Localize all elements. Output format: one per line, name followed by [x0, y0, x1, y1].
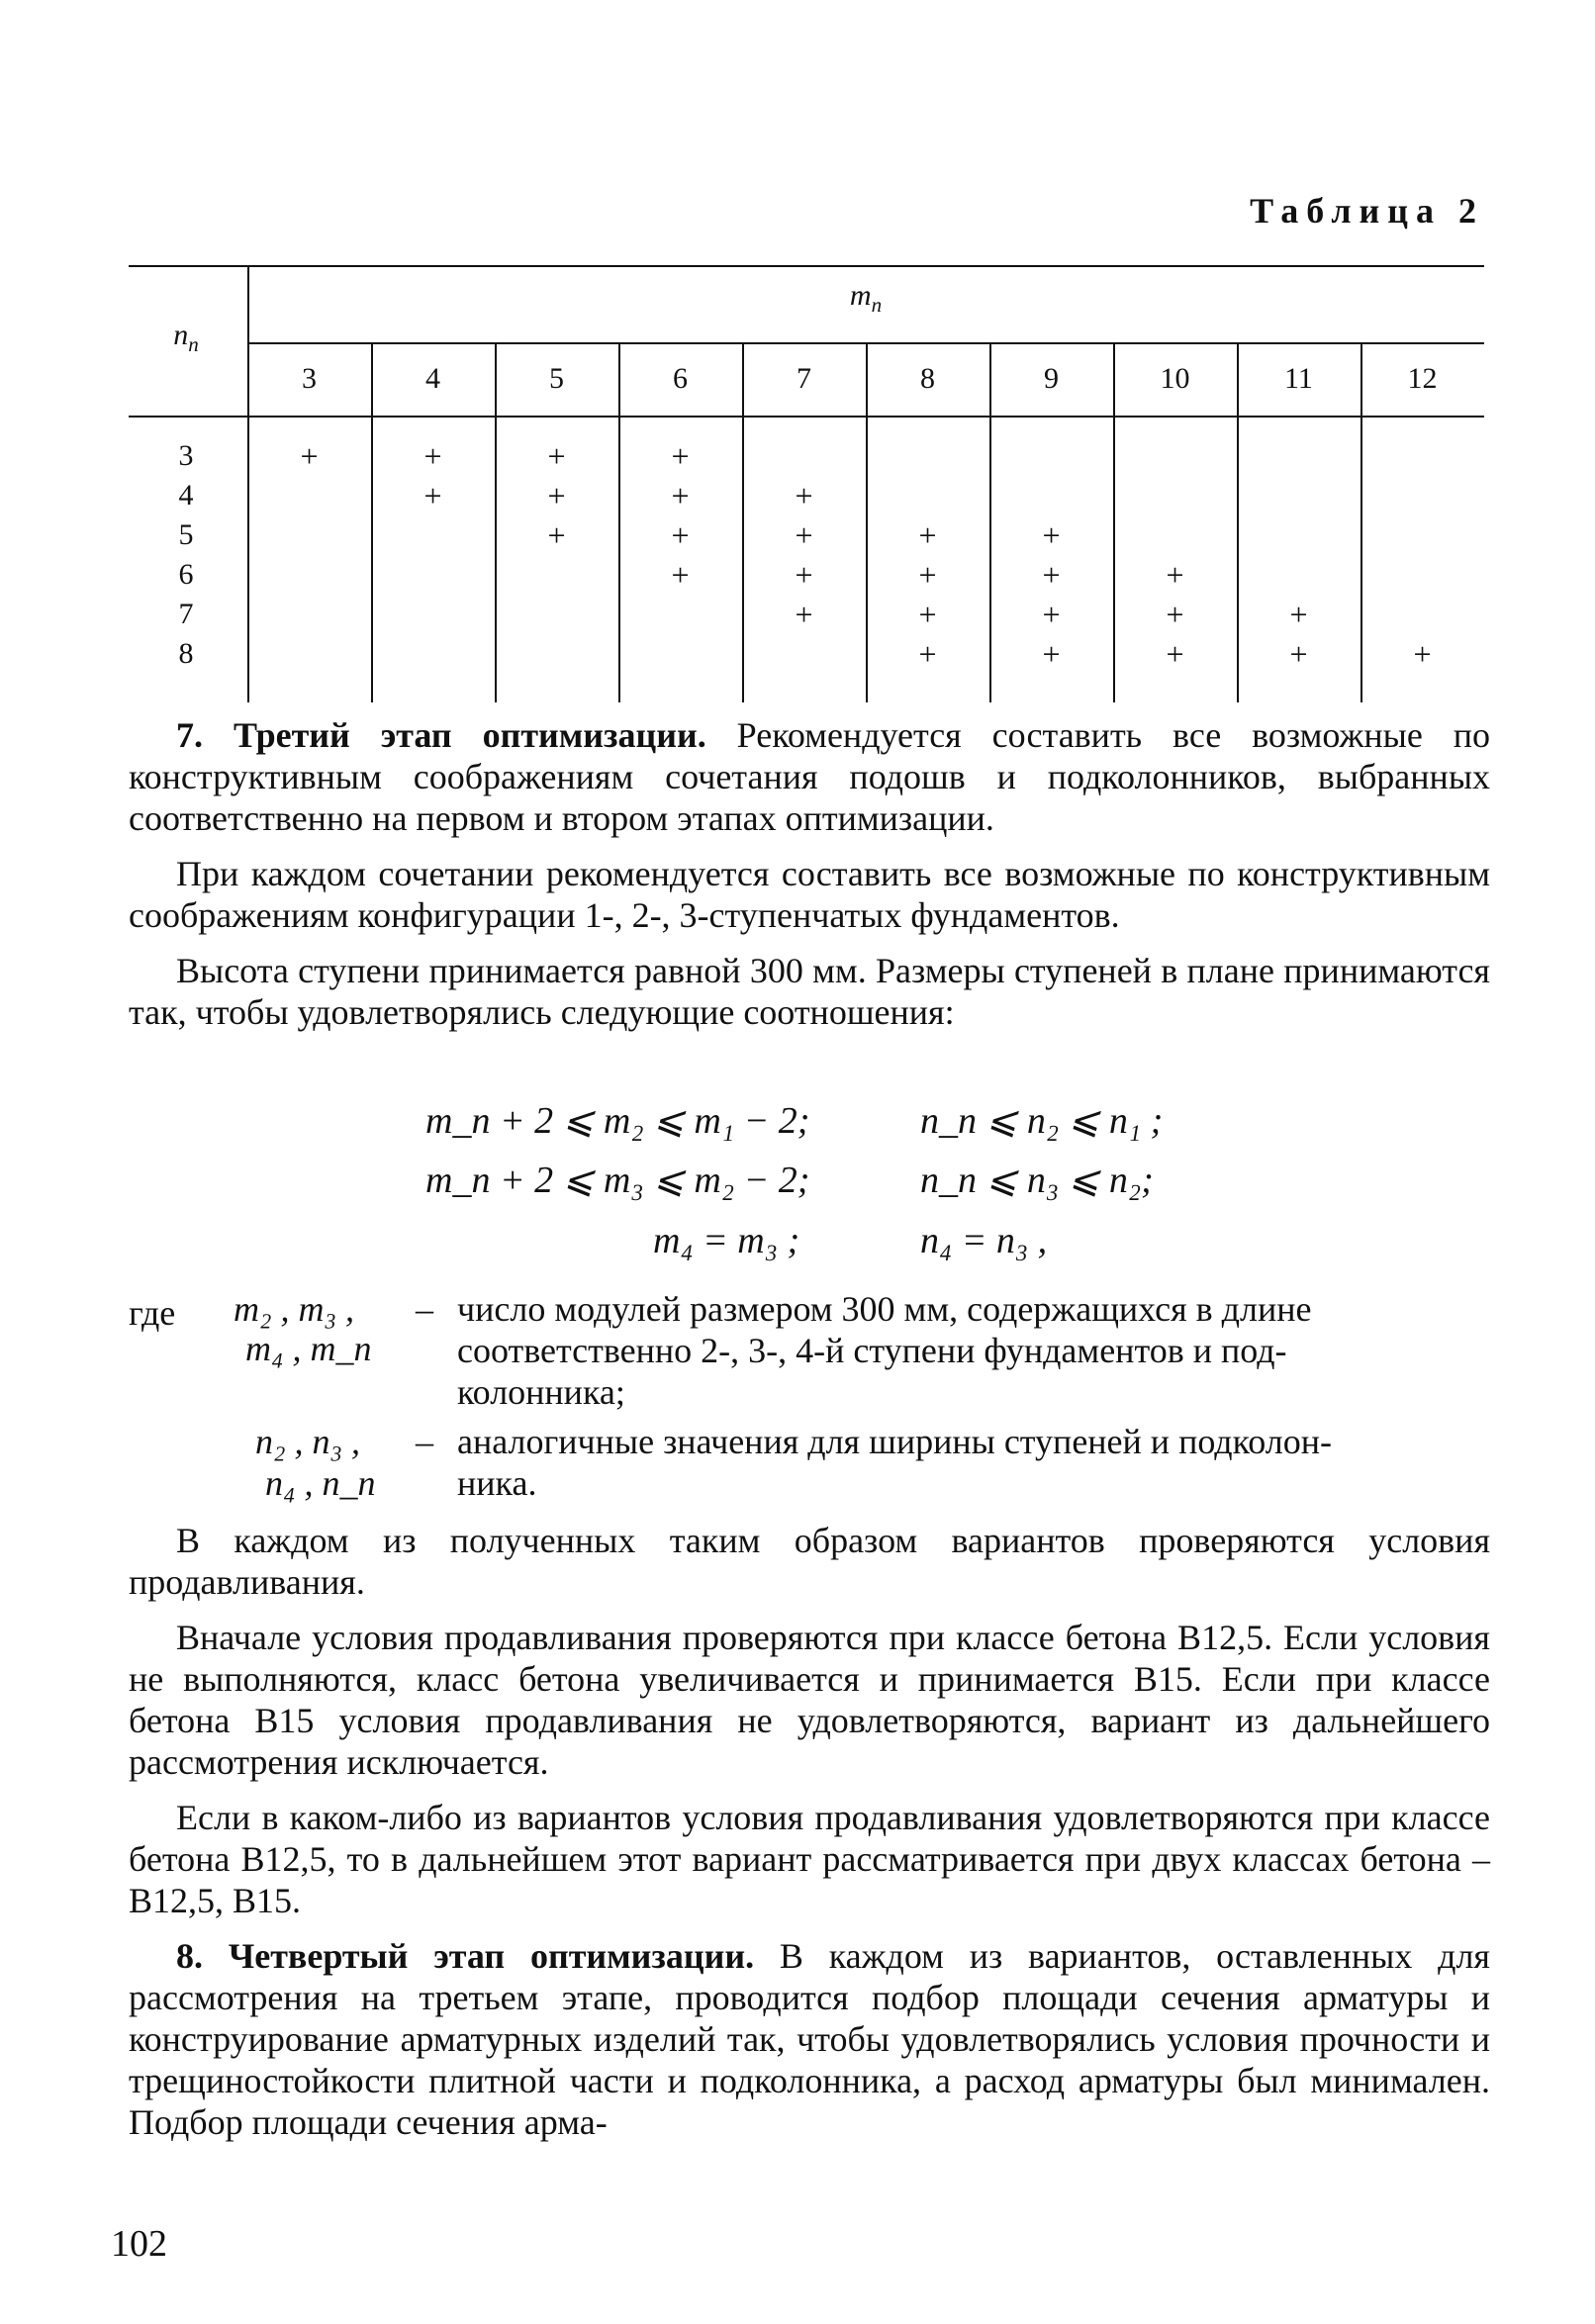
variable-legend: [129, 1284, 1494, 1522]
table-cell-mark: +: [671, 517, 690, 553]
row-label: 3: [178, 439, 194, 472]
formula-2-left: m_n + 2 ⩽ m₃ ⩽ m₂ − 2;: [425, 1160, 810, 1201]
table-cell-mark: +: [1166, 597, 1184, 632]
legend-dash-2: –: [416, 1422, 433, 1461]
table-cell-mark: +: [1289, 597, 1308, 632]
table-cell-mark: +: [547, 438, 566, 474]
table-cell-mark: +: [547, 478, 566, 513]
legend-desc-1-line-3: колонника;: [457, 1372, 625, 1412]
table-cell-mark: +: [1042, 557, 1061, 593]
section-7-title: Третий этап оптимизации.: [233, 715, 706, 755]
formula-3-left: m₄ = m₃ ;: [653, 1220, 800, 1261]
table-column-rule: [1360, 342, 1362, 702]
table-column-rule: [495, 342, 497, 702]
table-cell-mark: +: [795, 517, 813, 553]
table-column-rule: [866, 342, 868, 702]
table-header-rule: [129, 416, 1484, 418]
row-header-label: $n_n$: [173, 319, 199, 356]
section-7-paragraph-2: При каждом сочетании рекомендуется составить все возможные по конструктивным соображениям конфигурации 1-, 2-, 3-ступенчатых фундаментов.: [129, 854, 1490, 935]
table-cell-mark: +: [1413, 636, 1432, 672]
compatibility-table: [129, 265, 1484, 702]
table-cell-mark: +: [1042, 597, 1061, 632]
row-label: 7: [178, 598, 194, 630]
column-group-header-label: $m_n$: [849, 279, 883, 317]
table-cell-mark: +: [1289, 636, 1308, 672]
column-header: 5: [549, 362, 564, 395]
table-cell-mark: +: [918, 636, 937, 672]
table-top-rule: [129, 265, 1484, 267]
formula-1-left: m_n + 2 ⩽ m₂ ⩽ m₁ − 2;: [425, 1100, 810, 1142]
table-cell-mark: +: [671, 438, 690, 474]
section-8-paragraph-1: [129, 1935, 1490, 2143]
column-header: 4: [425, 362, 440, 395]
table-cell-mark: +: [547, 517, 566, 553]
column-header: 9: [1044, 362, 1059, 395]
paragraph-concrete-class: Вначале условия продавливания проверяются при классе бетона В12,5. Если условия не выполняются, класс бетона увеличивается и принимается В15. Если при классе бетона В15 условия продавливания не удовлетворяются, вариант из дальнейшего рассмотрения исключается.: [129, 1618, 1490, 1782]
table-cell-mark: +: [918, 557, 937, 593]
row-label: 5: [178, 518, 194, 551]
page-number: 102: [111, 2223, 167, 2265]
table-cell-mark: +: [1042, 517, 1061, 553]
table-column-rule: [1113, 342, 1115, 702]
row-label: 6: [178, 558, 194, 591]
column-header: 12: [1407, 362, 1438, 395]
table-cell-mark: +: [918, 517, 937, 553]
table-caption: Таблица 2: [1250, 191, 1484, 231]
row-label: 8: [178, 637, 194, 670]
formula-2-right: n_n ⩽ n₃ ⩽ n₂;: [920, 1160, 1154, 1201]
legend-symbols-2a: n₂ , n₃ ,: [255, 1422, 361, 1461]
body-text: [129, 1520, 1490, 2157]
legend-desc-2-line-2: ника.: [457, 1463, 537, 1503]
table-cell-mark: +: [423, 438, 442, 474]
table-cell-mark: +: [671, 478, 690, 513]
table-cell-mark: +: [1166, 557, 1184, 593]
table-cell-mark: +: [423, 478, 442, 513]
legend-symbols-2b: n₄ , n_n: [265, 1463, 376, 1503]
section-7-paragraph-3: Высота ступени принимается равной 300 мм. Размеры ступеней в плане принимаются так, чтобы удовлетворялись следующие соотношения:: [129, 951, 1490, 1032]
column-header: 8: [920, 362, 935, 395]
column-header: 3: [302, 362, 317, 395]
table-cell-mark: +: [795, 557, 813, 593]
section-7-text: [129, 714, 1490, 1047]
table-column-rule: [989, 342, 991, 702]
paragraph-punching-check: В каждом из полученных таким образом вариантов проверяются условия продавливания.: [129, 1521, 1490, 1602]
column-header: 6: [673, 362, 688, 395]
table-cell-mark: +: [795, 597, 813, 632]
column-header: 7: [797, 362, 811, 395]
table-column-rule: [371, 342, 373, 702]
legend-desc-1-line-1: число модулей размером 300 мм, содержащихся в длине: [457, 1289, 1312, 1329]
legend-symbols-1a: m₂ , m₃ ,: [234, 1289, 355, 1329]
table-column-rule: [247, 265, 249, 702]
section-8-number: 8.: [176, 1936, 203, 1976]
legend-where-label: где: [129, 1293, 176, 1333]
column-header: 11: [1284, 362, 1313, 395]
table-cell-mark: +: [300, 438, 319, 474]
legend-dash-1: –: [416, 1289, 433, 1329]
section-7-paragraph-1: [129, 714, 1490, 839]
row-label: 4: [178, 479, 194, 511]
table-column-rule: [1237, 342, 1239, 702]
section-8-title: Четвертый этап оптимизации.: [228, 1936, 755, 1976]
table-cell-mark: +: [1042, 636, 1061, 672]
table-cell-mark: +: [918, 597, 937, 632]
table-column-rule: [742, 342, 744, 702]
legend-symbols-1b: m₄ , m_n: [245, 1329, 372, 1368]
legend-desc-1-line-2: соответственно 2-, 3-, 4-й ступени фундаментов и под-: [457, 1331, 1287, 1370]
formula-1-right: n_n ⩽ n₂ ⩽ n₁ ;: [920, 1100, 1164, 1142]
section-7-p1: Рекомендуется составить все возможные по конструктивным соображениям сочетания подошв и подколонников, выбранных соответственно на первом и втором этапах оптимизации.: [129, 715, 1491, 838]
column-header: 10: [1160, 362, 1190, 395]
table-column-rule: [618, 342, 620, 702]
section-7-number: 7.: [176, 715, 203, 755]
table-cell-mark: +: [671, 557, 690, 593]
paragraph-variant-classes: Если в каком-либо из вариантов условия продавливания удовлетворяются при классе бетона В12,5, то в дальнейшем этот вариант рассматривается при двух классах бетона – В12,5, В15.: [129, 1798, 1490, 1920]
table-cell-mark: +: [1166, 636, 1184, 672]
section-8-p1: В каждом из вариантов, оставленных для рассмотрения на третьем этапе, проводится подбор площади сечения арматуры и конструирование арматурных изделий так, чтобы удовлетворялись условия прочности и трещиностойкости плитной части и подколонника, а расход арматуры был минимален. Подбор площади сечения арма-: [129, 1936, 1490, 2142]
table-cell-mark: +: [795, 478, 813, 513]
formula-3-right: n₄ = n₃ ,: [920, 1220, 1048, 1261]
legend-desc-2-line-1: аналогичные значения для ширины ступеней и подколон-: [457, 1422, 1333, 1461]
